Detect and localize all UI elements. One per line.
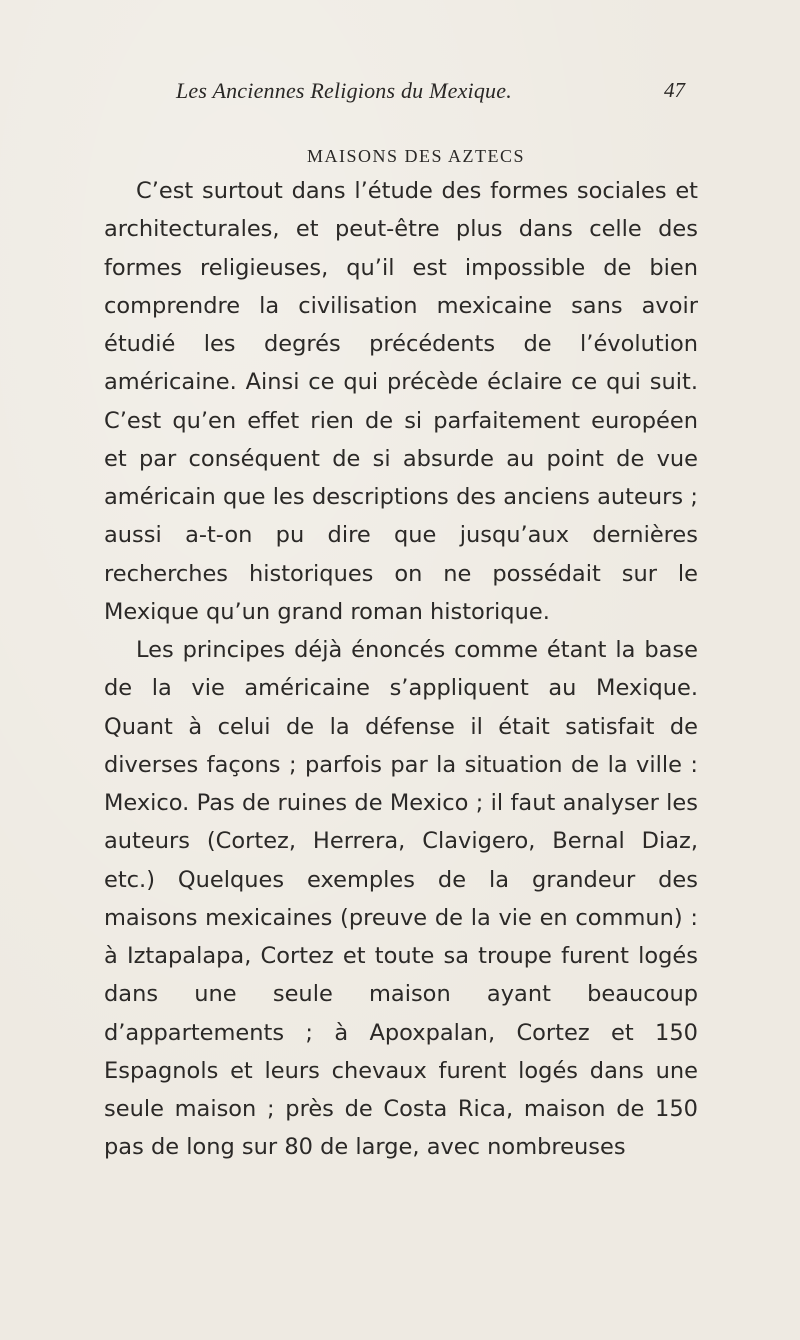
paragraph: C’est surtout dans l’étude des formes sociales et architecturales, et peut-être plus dans celle des formes religieuses, qu’il est impossible de bien comprendre la civilisation mexicaine sans avoir étudié les degrés précédents de l’évolution américaine. Ainsi ce qui précède éclaire ce qui suit. C’est qu’en effet rien de si parfaitement européen et par conséquent de si absurde au point de vue américain que les descriptions des anciens auteurs ; aussi a-t-on pu dire que jusqu’aux dernières recherches historiques on ne possédait sur le Mexique qu’un grand roman historique. <box>104 178 698 625</box>
running-head <box>0 78 800 114</box>
paragraph: Les principes déjà énoncés comme étant la base de la vie américaine s’appliquent au Mexique. Quant à celui de la défense il était satisfait de diverses façons ; parfois par la situation de la ville : Mexico. Pas de ruines de Mexico ; il faut analyser les auteurs (Cortez, Herrera, Clavigero, Bernal Diaz, etc.) Quelques exemples de la grandeur des maisons mexicaines (preuve de la vie en commun) : à Iztapalapa, Cortez et toute sa troupe furent logés dans une seule maison ayant beaucoup d’appartements ; à Apoxpalan, Cortez et 150 Espagnols et leurs chevaux furent logés dans une seule maison ; près de Costa Rica, maison de 150 pas de long sur 80 de large, avec nombreuses <box>104 637 698 1161</box>
page-number: 47 <box>664 78 685 102</box>
running-title: Les Anciennes Religions du Mexique. <box>176 78 512 103</box>
body-text <box>104 172 698 1167</box>
section-title: MAISONS DES AZTECS <box>306 146 526 166</box>
